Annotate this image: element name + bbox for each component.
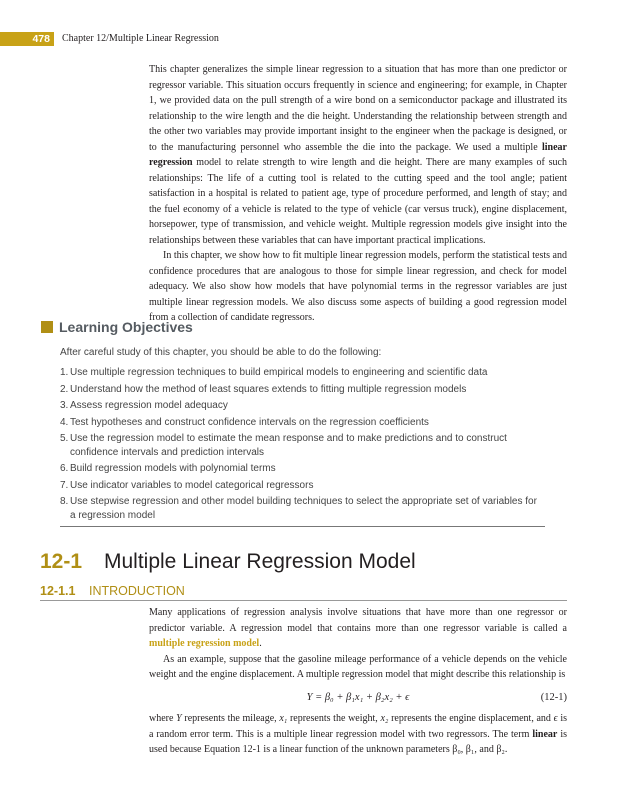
intro-text: model to relate strength to wire length and die height. There are many examples of such relationships: The life of a cutting tool is related to the cutting speed and the tool angle; patient satisfaction in a hospital is related to patient age, type of procedure performed, and length of stay; and the fuel economy of a vehicle is related to the type of vehicle (car versus truck), engine displacement, horsepower, type of transmission, and vehicle weight. Multiple regression models give insight into the relationships between these variables that can have important practical implications. [149, 157, 567, 246]
body-text: is a random error term. This is a multiple linear regression model with two regressors. The term [149, 713, 568, 740]
objective-item [60, 383, 545, 396]
body-text: Many applications of regression analysis involve situations that have more than one regressor or predictor variable. A regression model that contains more than one regressor variable is called a [149, 607, 567, 634]
section-title: Multiple Linear Regression Model [104, 550, 416, 573]
objective-number: 7. [60, 479, 69, 491]
objective-number: 1. [60, 367, 69, 378]
objective-item [60, 366, 545, 379]
objective-item [60, 399, 545, 412]
body-text: represents the weight, [287, 713, 381, 724]
body-text: represents the mileage, [181, 713, 280, 724]
learning-objectives-list [60, 366, 545, 525]
body-paragraph-3 [149, 711, 567, 758]
intro-paragraph-2: In this chapter, we show how to fit multiple linear regression models, perform the statistical tests and confidence procedures that are analogous to those for simple linear regression, and check for model adequacy. We also show how models that have polynomial terms in the regressor variables are just multiple linear regression models. We also discuss some aspects of building a good regression model from a collection of candidate regressors. [149, 250, 567, 323]
variable-x2: x₂ [380, 713, 389, 724]
running-head: Chapter 12/Multiple Linear Regression [62, 33, 219, 44]
intro-text: This chapter generalizes the simple linear regression to a situation that has more than one predictor or regressor variable. This situation occurs frequently in science and engineering; for example, in Chapter 1, we provided data on the pull strength of a wire bond on a semiconductor package and illustrated its relationship to the wire length and the die height. Understanding the relationship between strength and the other two variables may provide important insight to the engineer when the package is designed, or to the manufacturing personnel who assemble the die into the package. We used a multiple [149, 64, 567, 153]
objective-text: Test hypotheses and construct confidence intervals on the regression coefficients [70, 416, 429, 428]
objective-number: 5. [60, 433, 69, 445]
objective-number: 3. [60, 400, 69, 412]
objective-item [60, 479, 545, 492]
keyword-linear-regression: linear regression [149, 141, 567, 168]
objective-item [60, 416, 545, 429]
objective-text: Use the regression model to estimate the mean response and to make predictions and to construct confidence intervals and prediction intervals [70, 433, 507, 458]
body-paragraph-1 [149, 605, 567, 652]
chapter-intro [149, 62, 567, 326]
body-text: represents the engine displacement, and [388, 713, 554, 724]
objective-text: Build regression models with polynomial terms [70, 463, 276, 475]
subsection-number: 12-1.1 [40, 584, 76, 598]
subsection-divider [40, 600, 567, 601]
learning-objectives-title: Learning Objectives [59, 319, 193, 335]
objective-number: 4. [60, 416, 69, 428]
variable-epsilon: ϵ [553, 713, 558, 724]
objective-number: 2. [60, 383, 69, 395]
objective-text: Use stepwise regression and other model building techniques to select the appropriate set of variables for a regression model [70, 496, 537, 521]
keyword-multiple-regression-model: multiple regression model [149, 638, 260, 649]
objective-item [60, 495, 545, 521]
learning-objectives-marker [41, 321, 53, 333]
body-text: is used because Equation 12-1 is a linear function of the unknown parameters β₀, β₁, and β₂. [149, 728, 567, 755]
variable-y: Y [176, 713, 182, 724]
objective-item [60, 432, 545, 458]
equation-body: Y = β₀ + β₁x₁ + β₂x₂ + ϵ [306, 692, 410, 703]
body-paragraph-2: As an example, suppose that the gasoline mileage performance of a vehicle depends on the vehicle weight and the engine displacement. A multiple regression model that might describe this relationship is [149, 653, 567, 680]
section-number: 12-1 [40, 550, 83, 573]
equation-12-1 [149, 690, 567, 706]
variable-x1: x₁ [279, 713, 288, 724]
body-text: . [259, 638, 262, 649]
objective-item [60, 462, 545, 475]
equation-number: (12-1) [540, 692, 567, 703]
subsection-title: INTRODUCTION [89, 584, 185, 598]
objective-text: Use indicator variables to model categorical regressors [70, 479, 314, 491]
objective-number: 8. [60, 496, 69, 508]
body-text: where [149, 713, 177, 724]
objective-text: Assess regression model adequacy [70, 400, 228, 412]
intro-paragraph-1 [149, 62, 567, 248]
learning-objectives-intro: After careful study of this chapter, you should be able to do the following: [60, 347, 382, 358]
section-body [149, 605, 567, 683]
keyword-linear: linear [532, 728, 558, 740]
page-number: 478 [0, 32, 54, 46]
section-body-continued [149, 711, 567, 758]
objectives-divider [60, 526, 545, 527]
objective-number: 6. [60, 463, 69, 475]
objective-text: Use multiple regression techniques to build empirical models to engineering and scientific data [70, 367, 488, 378]
objective-text: Understand how the method of least squares extends to fitting multiple regression models [70, 383, 467, 395]
